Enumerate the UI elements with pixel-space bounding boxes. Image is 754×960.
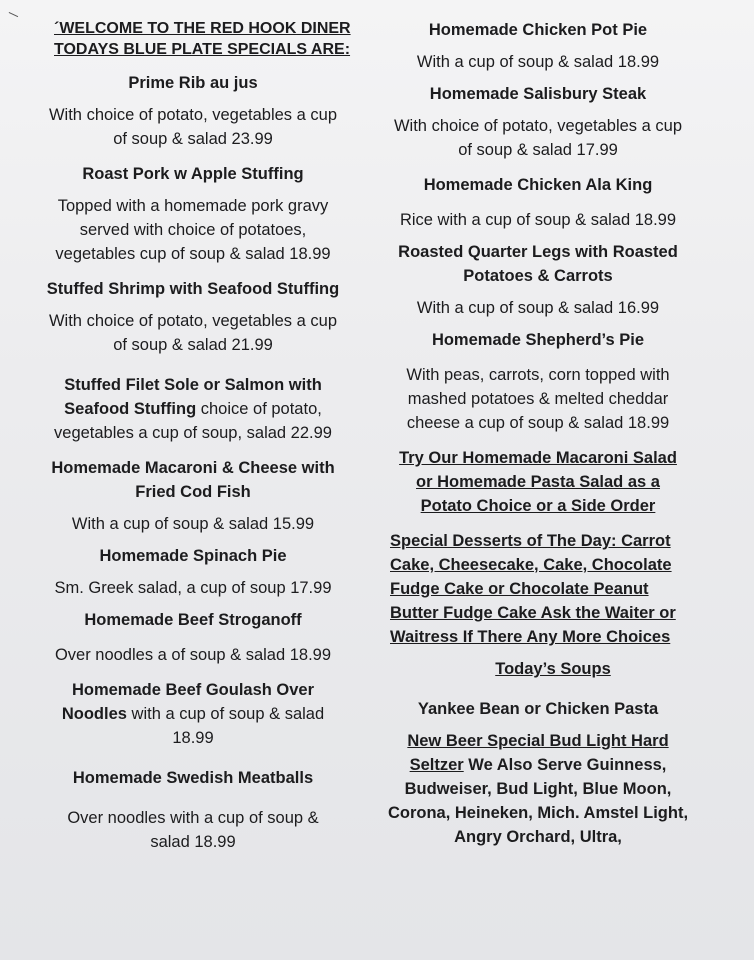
- salad-note: Try Our Homemade Macaroni Salad or Homemade Pasta Salad as a Potato Choice or a Side Order: [399, 449, 677, 515]
- item-desc: Topped with a homemade pork gravy served with choice of potatoes, vegetables cup of soup & salad 18.99: [55, 197, 331, 263]
- soups-list: Yankee Bean or Chicken Pasta: [417, 700, 659, 718]
- item-desc: With a cup of soup & salad 18.99: [416, 53, 660, 71]
- item-title: Stuffed Shrimp with Seafood Stuffing: [46, 280, 340, 298]
- item-desc: choice of potato, vegetables a cup of soup, salad 22.99: [54, 400, 332, 442]
- item-desc: With choice of potato, vegetables a cup of soup & salad 21.99: [48, 312, 337, 354]
- beer-list: We Also Serve Guinness, Budweiser, Bud Light, Blue Moon, Corona, Heineken, Mich. Amstel Light, Angry Orchard, Ultra,: [387, 756, 689, 846]
- list-item: [34, 678, 352, 750]
- item-title: Homemade Spinach Pie: [99, 547, 287, 565]
- item-desc: Rice with a cup of soup & salad 18.99: [399, 211, 677, 229]
- item-title: Prime Rib au jus: [128, 74, 258, 92]
- item-title: Homemade Beef Stroganoff: [84, 611, 302, 629]
- item-desc: With a cup of soup & salad 16.99: [416, 299, 660, 317]
- item-desc: With choice of potato, vegetables a cup of soup & salad 23.99: [48, 106, 337, 148]
- item-title: Roasted Quarter Legs with Roasted Potatoes & Carrots: [398, 243, 678, 285]
- item-desc: With peas, carrots, corn topped with mashed potatoes & melted cheddar cheese a cup of soup & salad 18.99: [406, 366, 670, 432]
- item-title: Homemade Macaroni & Cheese with Fried Cod Fish: [51, 459, 335, 501]
- left-column: [34, 18, 352, 854]
- list-item: [34, 373, 352, 445]
- item-title: Homemade Beef Goulash Over Noodles: [61, 681, 315, 723]
- item-desc: Over noodles a of soup & salad 18.99: [54, 646, 332, 664]
- item-desc: With choice of potato, vegetables a cup of soup & salad 17.99: [393, 117, 682, 159]
- item-title: Roast Pork w Apple Stuffing: [82, 165, 304, 183]
- item-title: Homemade Shepherd’s Pie: [431, 331, 645, 349]
- beer-title: New Beer Special Bud Light Hard Seltzer: [407, 732, 669, 774]
- item-desc: With a cup of soup & salad 15.99: [71, 515, 315, 533]
- soups-title: Today’s Soups: [495, 660, 611, 678]
- item-title: Homemade Chicken Pot Pie: [428, 21, 648, 39]
- welcome-header: ´WELCOME TO THE RED HOOK DINER: [54, 20, 351, 37]
- right-column: [382, 18, 694, 849]
- desserts-note: Special Desserts of The Day: Carrot Cake, Cheesecake, Cake, Chocolate Fudge Cake or Chocolate Peanut Butter Fudge Cake Ask the Waiter or Waitress If There Any More Choices: [390, 532, 676, 646]
- item-title: Homemade Salisbury Steak: [429, 85, 647, 103]
- item-title: Homemade Chicken Ala King: [423, 176, 653, 194]
- item-title: Homemade Swedish Meatballs: [72, 769, 314, 787]
- item-desc: Over noodles with a cup of soup & salad 18.99: [67, 809, 319, 851]
- item-title: Stuffed Filet Sole or Salmon with Seafood Stuffing: [64, 376, 322, 418]
- pen-mark: [8, 12, 18, 19]
- item-desc: with a cup of soup & salad 18.99: [126, 705, 325, 747]
- specials-header: TODAYS BLUE PLATE SPECIALS ARE:: [54, 41, 351, 58]
- item-desc: Sm. Greek salad, a cup of soup 17.99: [54, 579, 332, 597]
- beer-note: [382, 729, 694, 849]
